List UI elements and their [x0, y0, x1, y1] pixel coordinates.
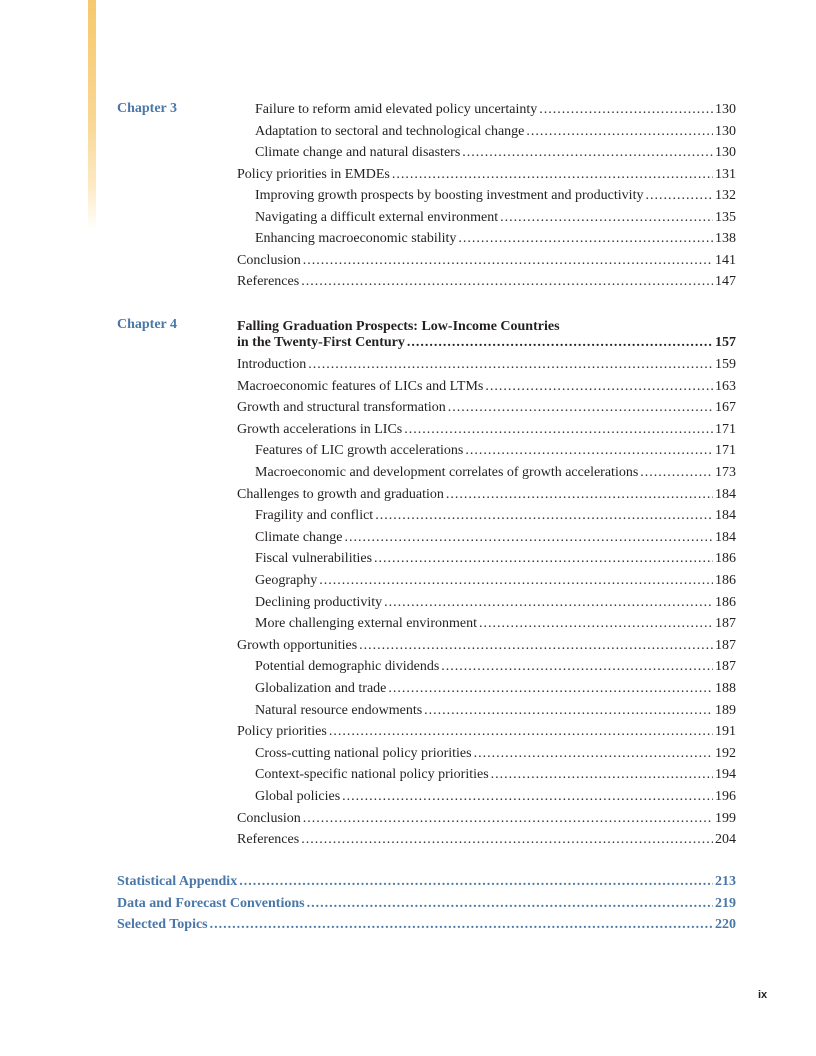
- toc-entry-text: Policy priorities: [237, 724, 327, 740]
- toc-leader: [407, 332, 713, 354]
- toc-page-number: 135: [715, 209, 736, 225]
- toc-leader: [539, 99, 713, 121]
- toc-entry-text: Geography: [255, 573, 318, 588]
- accent-bar: [88, 0, 96, 230]
- toc-entry[interactable]: [255, 570, 736, 592]
- toc-entry-text: Fiscal vulnerabilities: [255, 551, 373, 567]
- toc-entry[interactable]: [255, 678, 736, 700]
- chapter4-label: Chapter 4: [117, 317, 178, 332]
- toc-entry[interactable]: [237, 397, 736, 419]
- toc-entry[interactable]: [237, 419, 736, 441]
- toc-entry[interactable]: [237, 808, 736, 830]
- toc-entry[interactable]: [255, 505, 736, 527]
- toc-entry-text: Macroeconomic features of LICs and LTMs: [237, 378, 484, 394]
- toc-entry[interactable]: [237, 376, 736, 398]
- chapter4-title-line1: Falling Graduation Prospects: Low-Income Countries: [237, 319, 560, 334]
- toc-page-number: 173: [715, 465, 736, 480]
- toc-page-number: 130: [715, 123, 736, 139]
- toc-page-number: 187: [715, 616, 736, 632]
- toc-leader: [342, 786, 713, 808]
- toc-page-number: 186: [715, 573, 736, 588]
- toc-entry-text: Adaptation to sectoral and technological change: [255, 123, 525, 139]
- toc-leader: [485, 376, 713, 398]
- toc-entry[interactable]: [237, 271, 736, 293]
- toc-leader: [441, 656, 713, 678]
- toc-page-number: 186: [715, 551, 736, 567]
- toc-entry-text: Climate change: [255, 529, 343, 545]
- toc-page-number: 186: [715, 594, 736, 610]
- toc-entry-text: Cross-cutting national policy priorities: [255, 745, 472, 761]
- toc-entry-text: Enhancing macroeconomic stability: [255, 231, 457, 246]
- toc-entry-text: Introduction: [237, 357, 307, 372]
- toc-entry[interactable]: [255, 462, 736, 484]
- toc-page-number: 132: [715, 188, 736, 203]
- toc-entry-text: Climate change and natural disasters: [255, 145, 461, 160]
- toc-entry[interactable]: [237, 721, 736, 743]
- toc-leader: [307, 893, 713, 915]
- toc-page-number: 163: [715, 378, 736, 394]
- toc-entry-text: Statistical Appendix: [117, 874, 238, 889]
- toc-page-number: 220: [715, 917, 736, 933]
- toc-page-number: 194: [715, 767, 736, 783]
- toc-entry-text: Failure to reform amid elevated policy uncertainty: [255, 102, 538, 117]
- toc-entry[interactable]: [237, 164, 736, 186]
- toc-page-number: 191: [715, 724, 736, 740]
- toc-entry-text: Potential demographic dividends: [255, 659, 440, 675]
- toc-entry-text: in the Twenty-First Century: [237, 335, 405, 350]
- toc-entry-text: Selected Topics: [117, 917, 208, 933]
- toc-entry[interactable]: [255, 548, 736, 570]
- toc-page-number: 141: [715, 252, 736, 268]
- toc-entry-text: Declining productivity: [255, 594, 383, 610]
- toc-leader: [359, 635, 713, 657]
- toc-page-number: 187: [715, 659, 736, 675]
- toc-entry-text: More challenging external environment: [255, 616, 477, 632]
- toc-entry[interactable]: [255, 656, 736, 678]
- toc-leader: [384, 592, 713, 614]
- toc-entry[interactable]: [255, 700, 736, 722]
- toc-entry[interactable]: [255, 185, 736, 207]
- toc-leader: [424, 700, 713, 722]
- toc-entry[interactable]: [237, 829, 736, 851]
- toc-entry-text: Growth opportunities: [237, 637, 358, 653]
- toc-entry[interactable]: [237, 635, 736, 657]
- toc-page-number: 199: [715, 810, 736, 826]
- toc-leader: [375, 505, 713, 527]
- toc-entry-text: References: [237, 274, 300, 289]
- toc-page-number: 159: [715, 357, 736, 372]
- toc-entry[interactable]: [255, 207, 736, 229]
- toc-entry-text: Improving growth prospects by boosting investment and productivity: [255, 188, 644, 203]
- toc-leader: [500, 207, 713, 229]
- toc-leader: [308, 354, 713, 376]
- toc-page-number: 189: [715, 702, 736, 718]
- toc-page-number: 171: [715, 421, 736, 437]
- toc-entry[interactable]: [237, 484, 736, 506]
- toc-entry[interactable]: [255, 786, 736, 808]
- appendix-entry-data-conventions[interactable]: [117, 893, 736, 915]
- toc-entry[interactable]: [255, 142, 736, 164]
- toc-page-number: 196: [715, 789, 736, 804]
- toc-entry-text: Context-specific national policy priorities: [255, 767, 489, 783]
- toc-entry-text: Macroeconomic and development correlates of growth accelerations: [255, 465, 639, 480]
- toc-page-number: 204: [715, 832, 736, 848]
- toc-leader: [374, 548, 713, 570]
- toc-page-number: 184: [715, 508, 736, 524]
- toc-entry[interactable]: [237, 354, 736, 376]
- toc-page-number: 157: [715, 335, 736, 350]
- toc-leader: [301, 271, 713, 293]
- appendix-entry-statistical[interactable]: [117, 871, 736, 893]
- toc-entry-text: Navigating a difficult external environment: [255, 209, 499, 225]
- toc-leader: [446, 484, 713, 506]
- toc-entry-text: References: [237, 832, 300, 848]
- toc-entry[interactable]: [237, 250, 736, 272]
- toc-page-number: 138: [715, 231, 736, 246]
- toc-leader: [303, 250, 713, 272]
- toc-page-number: 213: [715, 874, 736, 889]
- toc-leader: [303, 808, 713, 830]
- toc-leader: [645, 185, 713, 207]
- toc-entry[interactable]: [255, 592, 736, 614]
- toc-leader: [388, 678, 713, 700]
- toc-page-number: 219: [715, 895, 736, 911]
- toc-page-number: 187: [715, 637, 736, 653]
- toc-entry[interactable]: [255, 764, 736, 786]
- toc-entry[interactable]: [255, 743, 736, 765]
- toc-leader: [344, 527, 713, 549]
- toc-page-number: 130: [715, 145, 736, 160]
- toc-entry-text: Natural resource endowments: [255, 702, 423, 718]
- toc-leader: [404, 419, 713, 441]
- toc-entry[interactable]: [255, 613, 736, 635]
- toc-page-number: 131: [715, 166, 736, 182]
- toc-leader: [479, 613, 713, 635]
- toc-entry-text: Conclusion: [237, 810, 301, 826]
- toc-leader: [491, 764, 713, 786]
- chapter3-label: Chapter 3: [117, 101, 178, 116]
- toc-leader: [465, 440, 713, 462]
- toc-entry-text: Global policies: [255, 789, 341, 804]
- toc-entry[interactable]: [255, 121, 736, 143]
- toc-page-number: 167: [715, 400, 736, 416]
- toc-entry-text: Growth and structural transformation: [237, 400, 446, 416]
- toc-page-number: 184: [715, 529, 736, 545]
- toc-leader: [319, 570, 713, 592]
- toc-leader: [474, 743, 713, 765]
- toc-leader: [462, 142, 713, 164]
- toc-leader: [210, 914, 713, 936]
- toc-leader: [329, 721, 713, 743]
- toc-leader: [640, 462, 713, 484]
- toc-entry-text: Policy priorities in EMDEs: [237, 166, 390, 182]
- toc-page-number: 192: [715, 745, 736, 761]
- toc-page-number: 184: [715, 486, 736, 502]
- toc-page-number: 171: [715, 443, 736, 459]
- toc-entry-text: Challenges to growth and graduation: [237, 486, 444, 502]
- appendix-entry-selected-topics[interactable]: [117, 914, 736, 936]
- toc-leader: [392, 164, 713, 186]
- toc-entry[interactable]: [255, 228, 736, 250]
- toc-entry-text: Conclusion: [237, 252, 301, 268]
- toc-page-number: 130: [715, 102, 736, 117]
- page-number: ix: [758, 989, 768, 1001]
- toc-entry[interactable]: [255, 99, 736, 121]
- chapter4-title-entry[interactable]: [237, 332, 736, 354]
- toc-entry-text: Features of LIC growth accelerations: [255, 443, 464, 459]
- toc-page-number: 147: [715, 274, 736, 289]
- toc-entry-text: Globalization and trade: [255, 681, 387, 696]
- toc-entry[interactable]: [255, 440, 736, 462]
- toc-leader: [526, 121, 713, 143]
- toc-entry-text: Fragility and conflict: [255, 508, 374, 524]
- toc-entry[interactable]: [255, 527, 736, 549]
- toc-entry-text: Data and Forecast Conventions: [117, 895, 305, 911]
- toc-leader: [239, 871, 713, 893]
- toc-leader: [458, 228, 713, 250]
- toc-leader: [448, 397, 713, 419]
- toc-leader: [301, 829, 713, 851]
- toc-entry-text: Growth accelerations in LICs: [237, 421, 403, 437]
- toc-page-number: 188: [715, 681, 736, 696]
